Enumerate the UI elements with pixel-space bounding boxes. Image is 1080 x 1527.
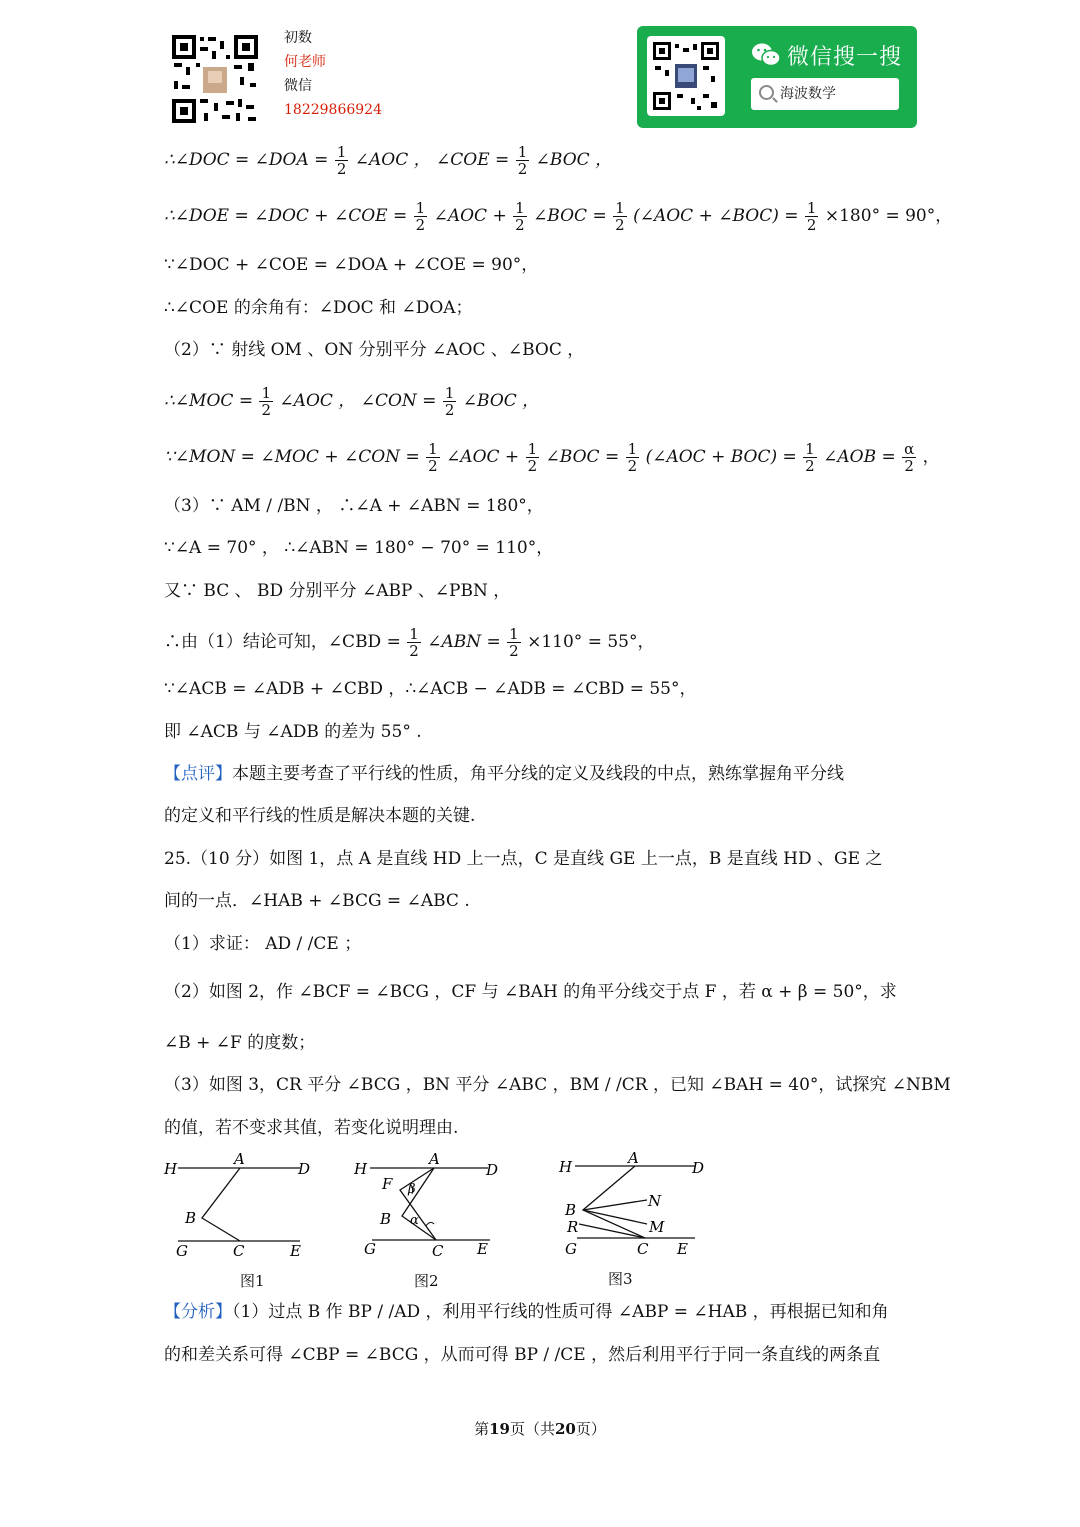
fraction: $\frac{1}{2}$	[517, 143, 528, 178]
ray-cr	[579, 1224, 645, 1238]
analysis-line: 的和差关系可得 ∠CBP = ∠BCG ，从而可得 BP / /CE ，然后利用平行于同一条直线的两条直	[164, 1345, 881, 1365]
solution-line: ∴∠MOC = $\frac{1}{2}$ ∠AOC ， ∠CON = $\frac{1}{2}$ ∠BOC ，	[164, 384, 540, 419]
fraction: $\frac{1}{2}$	[627, 440, 638, 475]
solution-line: 又∵ BC 、 BD 分别平分 ∠ABP 、∠PBN ，	[164, 581, 511, 601]
solution-line: ∵∠MON = ∠MOC + ∠CON = $\frac{1}{2}$ ∠AOC + $\frac{1}{2}$ ∠BOC = $\frac{1}{2}$ (∠AOC + BOC) = $\frac{1}{2}$ ∠AOB = $\frac{\alpha}{2}$ ，	[164, 440, 940, 475]
label-h: H	[354, 1160, 368, 1178]
label-d: D	[298, 1160, 311, 1178]
label-r: R	[567, 1218, 579, 1236]
qr-code-image	[170, 33, 260, 125]
wechat-search-input[interactable]	[751, 78, 899, 110]
figure-3-caption: 图3	[608, 1270, 633, 1288]
label-a: A	[628, 1149, 639, 1167]
fraction: $\frac{1}{2}$	[428, 440, 438, 475]
analysis-tag: 【分析】	[164, 1302, 232, 1322]
solution-line: （2）∵ 射线 OM 、ON 分别平分 ∠AOC 、∠BOC ，	[164, 340, 585, 360]
path-abc	[202, 1168, 240, 1241]
label-g: G	[565, 1240, 577, 1258]
fraction: $\frac{1}{2}$	[509, 625, 519, 660]
page-total: 20	[555, 1420, 576, 1438]
fraction: $\frac{1}{2}$	[444, 384, 455, 419]
fraction: $\frac{1}{2}$	[336, 143, 347, 178]
search-icon	[759, 85, 774, 100]
figure-2-caption: 图2	[414, 1272, 439, 1290]
solution-line: （3）∵ AM / /BN ， ∴∠A + ∠ABN = 180°，	[164, 496, 544, 516]
arc-alpha	[426, 1222, 434, 1226]
fraction: $\frac{1}{2}$	[409, 625, 419, 660]
solution-line: ∴由（1）结论可知，∠CBD = $\frac{1}{2}$ ∠ABN = $\frac{1}{2}$ ×110° = 55°，	[164, 625, 655, 660]
fraction: $\frac{1}{2}$	[615, 199, 625, 234]
fraction: $\frac{1}{2}$	[415, 199, 426, 234]
label-g: G	[176, 1242, 188, 1260]
question-line: （2）如图 2，作 ∠BCF = ∠BCG ，CF 与 ∠BAH 的角平分线交于点 F ，若 α + β = 50°，求	[164, 982, 897, 1002]
path-abc	[402, 1168, 436, 1240]
comment-line: 【点评】本题主要考查了平行线的性质，角平分线的定义及线段的中点，熟练掌握角平分线	[164, 764, 844, 784]
solution-line: ∴∠COE 的余角有：∠DOC 和 ∠DOA；	[164, 298, 473, 318]
question-line: 间的一点．∠HAB + ∠BCG = ∠ABC .	[164, 891, 470, 911]
page-number: 19	[489, 1420, 510, 1438]
figure-1-caption: 图1	[240, 1272, 265, 1290]
label-a: A	[234, 1150, 245, 1168]
label-beta: β	[408, 1182, 416, 1197]
figure-3	[555, 1148, 720, 1263]
figure-1	[160, 1148, 320, 1263]
solution-line: ∵∠ACB = ∠ADB + ∠CBD ，∴∠ACB − ∠ADB = ∠CBD = 55°，	[164, 679, 697, 699]
label-e: E	[477, 1240, 488, 1258]
label-n: N	[648, 1192, 662, 1210]
page-footer: 第19页（共20页）	[474, 1420, 606, 1438]
fraction: $\frac{1}{2}$	[806, 199, 817, 234]
contact-teacher-name: 何老师	[284, 54, 326, 70]
solution-line: ∴∠DOC = ∠DOA = $\frac{1}{2}$ ∠AOC ， ∠COE = $\frac{1}{2}$ ∠BOC ，	[164, 143, 613, 178]
label-b: B	[380, 1210, 392, 1228]
fraction: $\frac{1}{2}$	[515, 199, 525, 234]
comment-line: 的定义和平行线的性质是解决本题的关键.	[164, 806, 476, 826]
label-a: A	[429, 1150, 440, 1168]
fraction: $\frac{1}{2}$	[261, 384, 272, 419]
label-d: D	[486, 1161, 499, 1179]
solution-line: 即 ∠ACB 与 ∠ADB 的差为 55° .	[164, 722, 422, 742]
solution-line: ∵∠DOC + ∠COE = ∠DOA + ∠COE = 90°，	[164, 255, 539, 275]
label-f: F	[382, 1175, 393, 1193]
contact-line-3: 微信	[284, 78, 312, 94]
label-c: C	[637, 1240, 649, 1258]
label-c: C	[432, 1242, 444, 1260]
contact-line-1: 初数	[284, 30, 312, 46]
ray-bm	[583, 1210, 647, 1224]
question-line: （3）如图 3，CR 平分 ∠BCG ，BN 平分 ∠ABC ，BM / /CR ，已知 ∠BAH = 40°，试探究 ∠NBM	[164, 1075, 951, 1095]
label-c: C	[233, 1242, 245, 1260]
contact-info	[284, 26, 382, 122]
question-line: 25.（10 分）如图 1，点 A 是直线 HD 上一点，C 是直线 GE 上一点，B 是直线 HD 、GE 之	[164, 849, 883, 869]
figure-2	[350, 1148, 510, 1263]
wechat-logo-icon	[751, 42, 781, 74]
question-line: ∠B + ∠F 的度数；	[164, 1033, 316, 1053]
contact-phone: 18229866924	[284, 102, 382, 118]
wechat-search-title	[751, 40, 902, 74]
label-b: B	[185, 1209, 197, 1227]
label-h: H	[164, 1160, 178, 1178]
comment-tag: 【点评】	[164, 764, 232, 784]
wechat-search-banner[interactable]	[637, 26, 917, 128]
wechat-search-title-text: 微信搜一搜	[787, 45, 903, 70]
wechat-search-query: 海波数学	[780, 86, 836, 102]
label-h: H	[559, 1158, 573, 1176]
fraction: $\frac{1}{2}$	[527, 440, 538, 475]
question-line: （1）求证： AD / /CE ；	[164, 934, 362, 954]
path-afc	[400, 1168, 436, 1240]
question-line: 的值，若不变求其值，若变化说明理由.	[164, 1118, 459, 1138]
label-alpha: α	[410, 1213, 419, 1228]
fraction: $\frac{\alpha}{2}$	[904, 440, 915, 475]
label-g: G	[364, 1240, 376, 1258]
label-e: E	[677, 1240, 688, 1258]
solution-line: ∴∠DOE = ∠DOC + ∠COE = $\frac{1}{2}$ ∠AOC + $\frac{1}{2}$ ∠BOC = $\frac{1}{2}$ (∠AOC + ∠BOC) = $\frac{1}{2}$ ×180° = 90°，	[164, 199, 953, 234]
fraction: $\frac{1}{2}$	[805, 440, 815, 475]
wechat-qr-code	[647, 36, 725, 116]
solution-line: ∵∠A = 70° ， ∴∠ABN = 180° − 70° = 110°，	[164, 538, 554, 558]
label-d: D	[692, 1159, 705, 1177]
label-b: B	[565, 1201, 577, 1219]
label-m: M	[649, 1218, 665, 1236]
label-e: E	[290, 1242, 301, 1260]
analysis-line: 【分析】（1）过点 B 作 BP / /AD ，利用平行线的性质可得 ∠ABP = ∠HAB ，再根据已知和角	[164, 1302, 889, 1322]
